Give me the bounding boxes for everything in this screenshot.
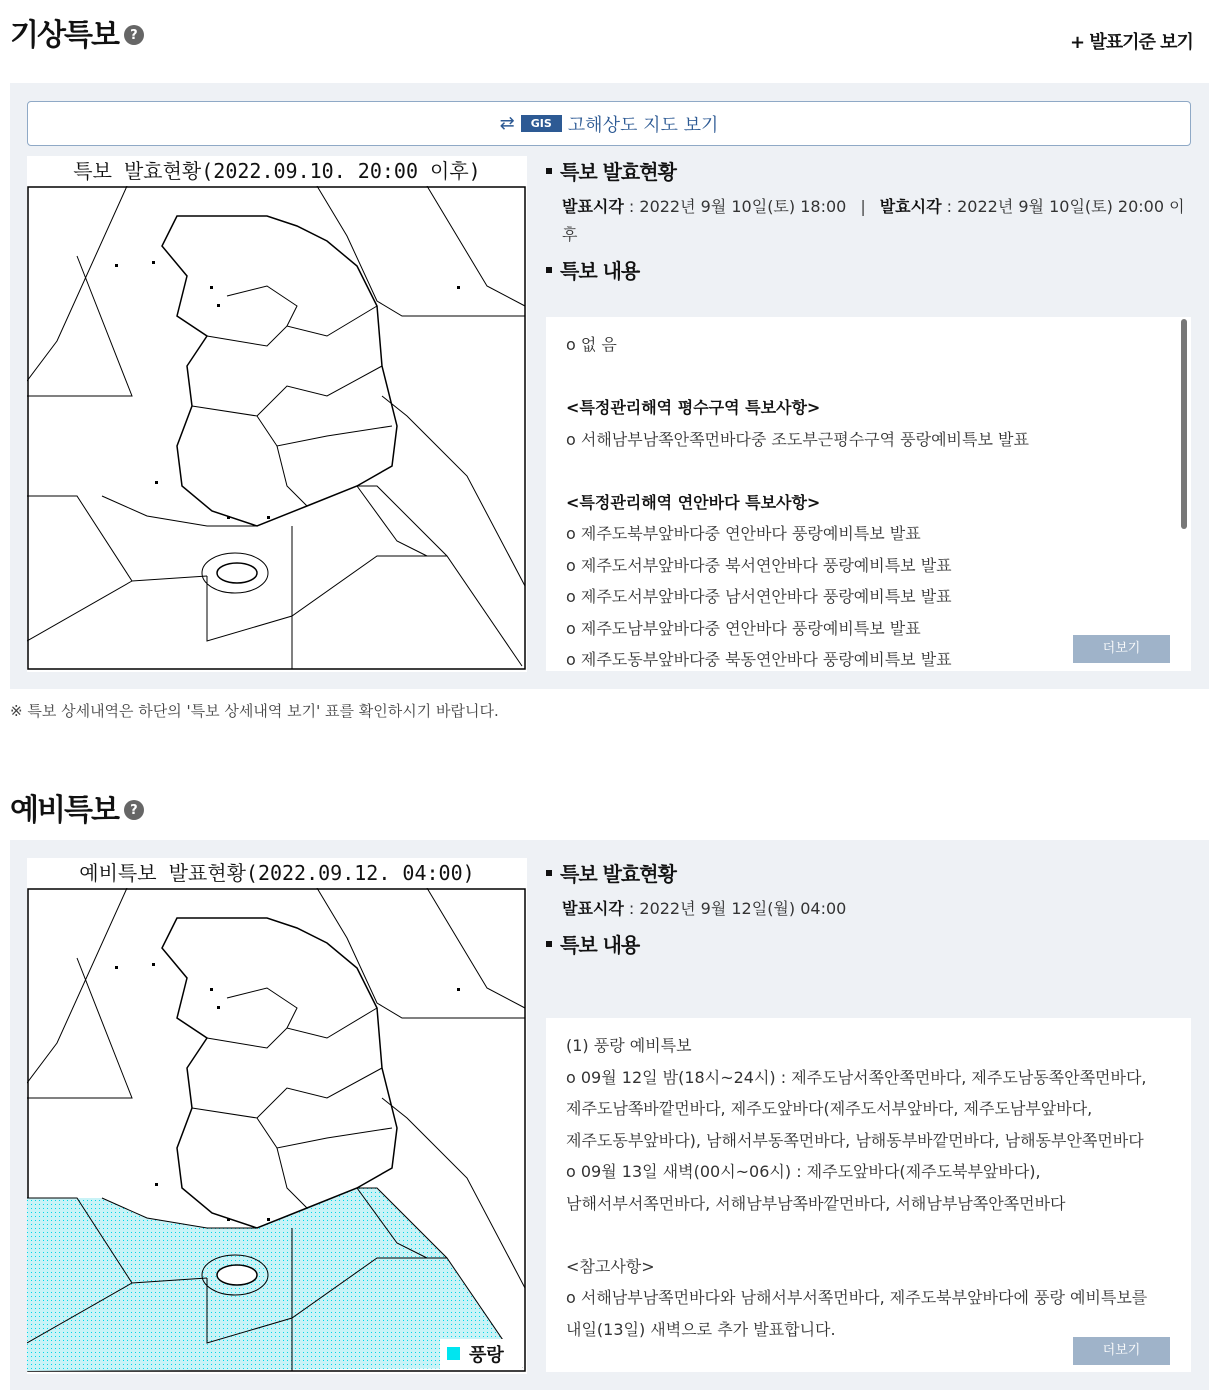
content-line: o 서해남부남쪽먼바다와 남해서부서쪽먼바다, 제주도북부앞바다에 풍랑 예비특보를 — [566, 1288, 1148, 1307]
content-line: o 제주도북부앞바다중 연안바다 풍랑예비특보 발표 — [566, 524, 921, 543]
map-title: 예비특보 발표현황(2022.09.12. 04:00) — [79, 861, 475, 885]
preliminary-section-title — [10, 785, 144, 829]
announce-value: : 2022년 9월 12일(월) 04:00 — [623, 899, 847, 918]
content-line: (1) 풍랑 예비특보 — [566, 1036, 692, 1055]
scrollbar[interactable] — [1181, 319, 1187, 529]
content-line: <특정관리해역 평수구역 특보사항> — [566, 398, 821, 417]
korea-map — [27, 186, 527, 672]
content-line: o 없 음 — [566, 335, 617, 354]
announce-label: 발표시각 — [562, 899, 624, 918]
content-line: <참고사항> — [566, 1256, 655, 1276]
content-line: 남해서부서쪽먼바다, 서해남부남쪽바깥먼바다, 서해남부남쪽안쪽먼바다 — [566, 1193, 1066, 1213]
preliminary-map — [27, 858, 527, 1374]
refresh-icon: ⇄ — [499, 113, 515, 134]
bullet-icon — [546, 941, 552, 947]
preliminary-content-box[interactable] — [546, 1018, 1191, 1372]
legend-label: 풍랑 — [469, 1345, 504, 1366]
content-line: o 제주도서부앞바다중 북서연안바다 풍랑예비특보 발표 — [566, 555, 952, 575]
preliminary-content-lines — [546, 1018, 1191, 1357]
content-line: <특정관리해역 연안바다 특보사항> — [566, 492, 821, 512]
content-line: o 09월 13일 새벽(00시~06시) : 제주도앞바다(제주도북부앞바다), — [566, 1162, 1041, 1181]
status-heading: 특보 발효현황 — [546, 156, 1191, 185]
content-line: o 서해남부남쪽안쪽먼바다중 조도부근평수구역 풍랑예비특보 발표 — [566, 429, 1029, 449]
content-line: 제주도동부앞바다), 남해서부동쪽먼바다, 남해동부바깥먼바다, 남해동부안쪽먼바다 — [566, 1130, 1144, 1150]
content-line — [566, 1219, 1171, 1251]
effect-value: : 2022년 9월 10일(토) 20:00 이후 — [562, 197, 1185, 244]
bullet-icon — [546, 870, 552, 876]
gis-label: 고해상도 지도 보기 — [567, 114, 719, 136]
preliminary-title: 예비특보 — [10, 793, 118, 828]
warning-map — [27, 156, 527, 672]
effect-label: 발효시각 — [879, 197, 942, 216]
legend-swatch — [447, 1347, 460, 1360]
preliminary-panel — [10, 840, 1209, 1390]
warning-info — [546, 156, 1191, 284]
gis-map-button[interactable] — [27, 101, 1191, 146]
criteria-link[interactable]: + 발표기준 보기 — [1070, 32, 1193, 53]
divider: | — [860, 197, 866, 216]
warning-content-lines — [546, 317, 1191, 671]
more-button[interactable]: 더보기 — [1073, 1337, 1170, 1365]
preliminary-info — [546, 858, 1191, 958]
map-title: 특보 발효현황(2022.09.10. 20:00 이후) — [73, 159, 481, 183]
help-icon[interactable]: ? — [124, 25, 144, 45]
more-button[interactable]: 더보기 — [1073, 635, 1170, 663]
gis-badge: GIS — [521, 115, 562, 132]
status-heading: 특보 발효현황 — [546, 858, 1191, 887]
content-line — [566, 361, 1171, 393]
content-line: o 제주도서부앞바다중 남서연안바다 풍랑예비특보 발표 — [566, 587, 952, 606]
warning-section-title — [10, 10, 144, 54]
announce-label: 발표시각 — [562, 197, 624, 216]
bullet-icon — [546, 168, 552, 174]
korea-map — [27, 888, 527, 1374]
content-line: o 제주도남부앞바다중 연안바다 풍랑예비특보 발표 — [566, 618, 921, 638]
time-line — [562, 895, 1191, 923]
warning-title: 기상특보 — [10, 18, 118, 53]
time-line — [562, 193, 1191, 249]
help-icon[interactable]: ? — [124, 800, 144, 820]
content-line: 제주도남쪽바깥먼바다, 제주도앞바다(제주도서부앞바다, 제주도남부앞바다, — [566, 1099, 1093, 1118]
content-line: o 09월 12일 밤(18시~24시) : 제주도남서쪽안쪽먼바다, 제주도남동쪽안쪽먼바다, — [566, 1067, 1147, 1087]
announce-value: : 2022년 9월 10일(토) 18:00 — [623, 197, 847, 216]
bullet-icon — [546, 267, 552, 273]
content-heading: 특보 내용 — [546, 255, 1191, 284]
content-line: 내일(13일) 새벽으로 추가 발표합니다. — [566, 1319, 836, 1339]
content-line — [566, 455, 1171, 487]
notice-text: ※ 특보 상세내역은 하단의 '특보 상세내역 보기' 표를 확인하시기 바랍니다. — [10, 702, 499, 720]
warning-panel — [10, 83, 1209, 689]
content-line: o 제주도동부앞바다중 북동연안바다 풍랑예비특보 발표 — [566, 650, 952, 669]
content-heading: 특보 내용 — [546, 929, 1191, 958]
warning-content-box[interactable] — [546, 317, 1191, 671]
